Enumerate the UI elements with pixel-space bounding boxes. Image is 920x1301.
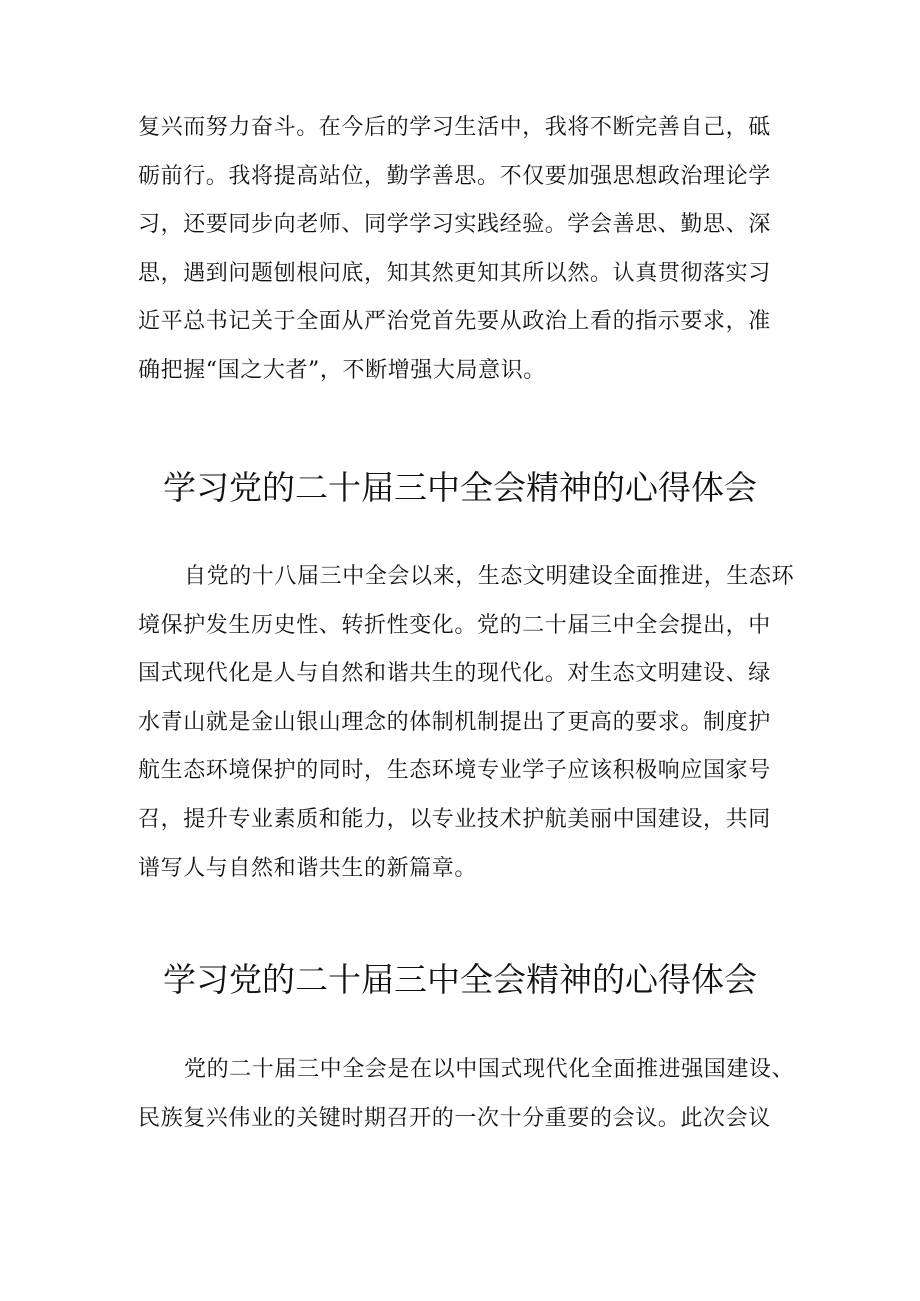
section-heading-2: 学习党的二十届三中全会精神的心得体会 [163,960,757,999]
paragraph-3-line: 党的二十届三中全会是在以中国式现代化全面推进强国建设、 [184,1057,795,1082]
paragraph-2-line: 航生态环境保护的同时，生态环境专业学子应该积极响应国家号 [138,758,771,784]
paragraph-2-line: 境保护发生历史性、转折性变化。党的二十届三中全会提出，中 [138,612,771,638]
paragraph-3 [138,1046,795,1143]
section-heading-1: 学习党的二十届三中全会精神的心得体会 [163,468,757,507]
paragraph-1-line: 确把握“国之大者”，不断增强大局意识。 [138,357,546,383]
paragraph-1-line: 习，还要同步向老师、同学学习实践经验。学会善思、勤思、深 [138,212,771,238]
paragraph-1-line: 思，遇到问题刨根问底，知其然更知其所以然。认真贯彻落实习 [138,260,771,286]
paragraph-2-line: 水青山就是金山银山理念的体制机制提出了更高的要求。制度护 [138,709,771,735]
paragraph-1 [138,104,788,396]
paragraph-2-line: 谱写人与自然和谐共生的新篇章。 [138,855,478,881]
paragraph-3-line: 民族复兴伟业的关键时期召开的一次十分重要的会议。此次会议 [138,1105,771,1131]
paragraph-2-line: 召，提升专业素质和能力，以专业技术护航美丽中国建设，共同 [138,806,771,832]
paragraph-1-line: 砺前行。我将提高站位，勤学善思。不仅要加强思想政治理论学 [138,163,771,189]
paragraph-2-line: 国式现代化是人与自然和谐共生的现代化。对生态文明建设、绿 [138,661,771,687]
paragraph-2-line: 自党的十八届三中全会以来，生态文明建设全面推进，生态环 [184,564,795,589]
paragraph-1-line: 近平总书记关于全面从严治党首先要从政治上看的指示要求，准 [138,309,771,335]
paragraph-2 [138,553,795,893]
paragraph-1-line: 复兴而努力奋斗。在今后的学习生活中，我将不断完善自己，砥 [138,115,771,140]
